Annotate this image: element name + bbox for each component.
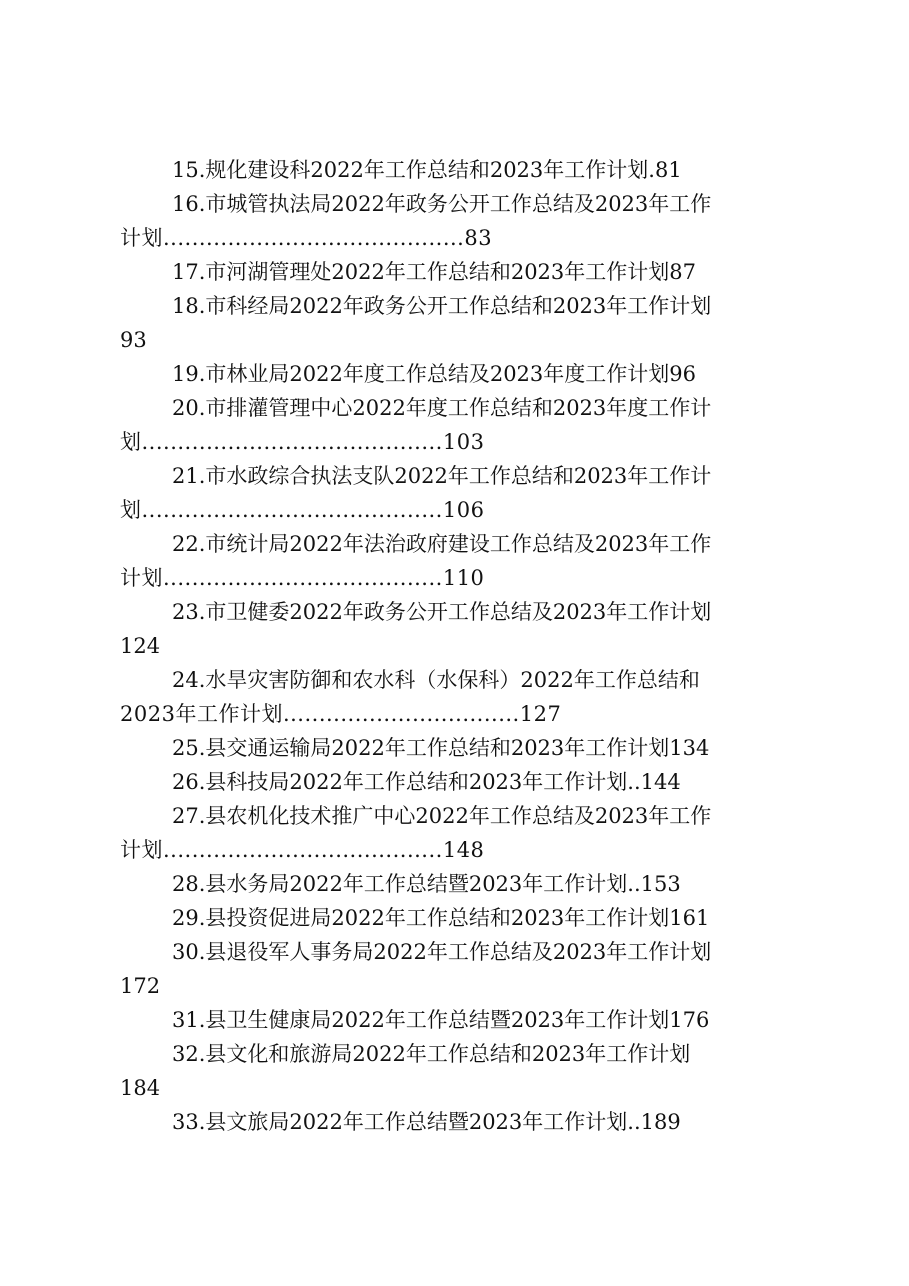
- toc-line: 172: [120, 974, 161, 998]
- toc-line: 25.县交通运输局2022年工作总结和2023年工作计划134: [172, 736, 710, 760]
- toc-line: 15.规化建设科2022年工作总结和2023年工作计划.81: [172, 158, 682, 182]
- toc-line: 划..........................................103: [120, 430, 485, 454]
- toc-line: 30.县退役军人事务局2022年工作总结及2023年工作计划: [172, 940, 712, 964]
- toc-line: 124: [120, 634, 161, 658]
- table-of-contents: [120, 153, 800, 1139]
- toc-line: 27.县农机化技术推广中心2022年工作总结及2023年工作: [172, 804, 712, 828]
- toc-line: 184: [120, 1076, 161, 1100]
- toc-line: 33.县文旅局2022年工作总结暨2023年工作计划..189: [172, 1110, 681, 1134]
- toc-line: 22.市统计局2022年法治政府建设工作总结及2023年工作: [172, 532, 712, 556]
- toc-line: 23.市卫健委2022年政务公开工作总结及2023年工作计划: [172, 600, 712, 624]
- toc-line: 划..........................................106: [120, 498, 485, 522]
- toc-line: 计划.......................................148: [120, 838, 485, 862]
- toc-line: 24.水旱灾害防御和农水科（水保科）2022年工作总结和: [172, 668, 700, 692]
- toc-line: 93: [120, 328, 147, 352]
- toc-line: 17.市河湖管理处2022年工作总结和2023年工作计划87: [172, 260, 697, 284]
- toc-line: 16.市城管执法局2022年政务公开工作总结及2023年工作: [172, 192, 712, 216]
- toc-line: 2023年工作计划.................................127: [120, 702, 562, 726]
- toc-line: 26.县科技局2022年工作总结和2023年工作计划..144: [172, 770, 681, 794]
- toc-line: 29.县投资促进局2022年工作总结和2023年工作计划161: [172, 906, 710, 930]
- toc-line: 32.县文化和旅游局2022年工作总结和2023年工作计划: [172, 1042, 691, 1066]
- toc-line: 计划.......................................110: [120, 566, 485, 590]
- toc-line: 20.市排灌管理中心2022年度工作总结和2023年度工作计: [172, 396, 712, 420]
- toc-line: 28.县水务局2022年工作总结暨2023年工作计划..153: [172, 872, 681, 896]
- toc-line: 21.市水政综合执法支队2022年工作总结和2023年工作计: [172, 464, 712, 488]
- toc-line: 计划..........................................83: [120, 226, 493, 250]
- toc-line: 19.市林业局2022年度工作总结及2023年度工作计划96: [172, 362, 697, 386]
- toc-line: 18.市科经局2022年政务公开工作总结和2023年工作计划: [172, 294, 712, 318]
- toc-line: 31.县卫生健康局2022年工作总结暨2023年工作计划176: [172, 1008, 710, 1032]
